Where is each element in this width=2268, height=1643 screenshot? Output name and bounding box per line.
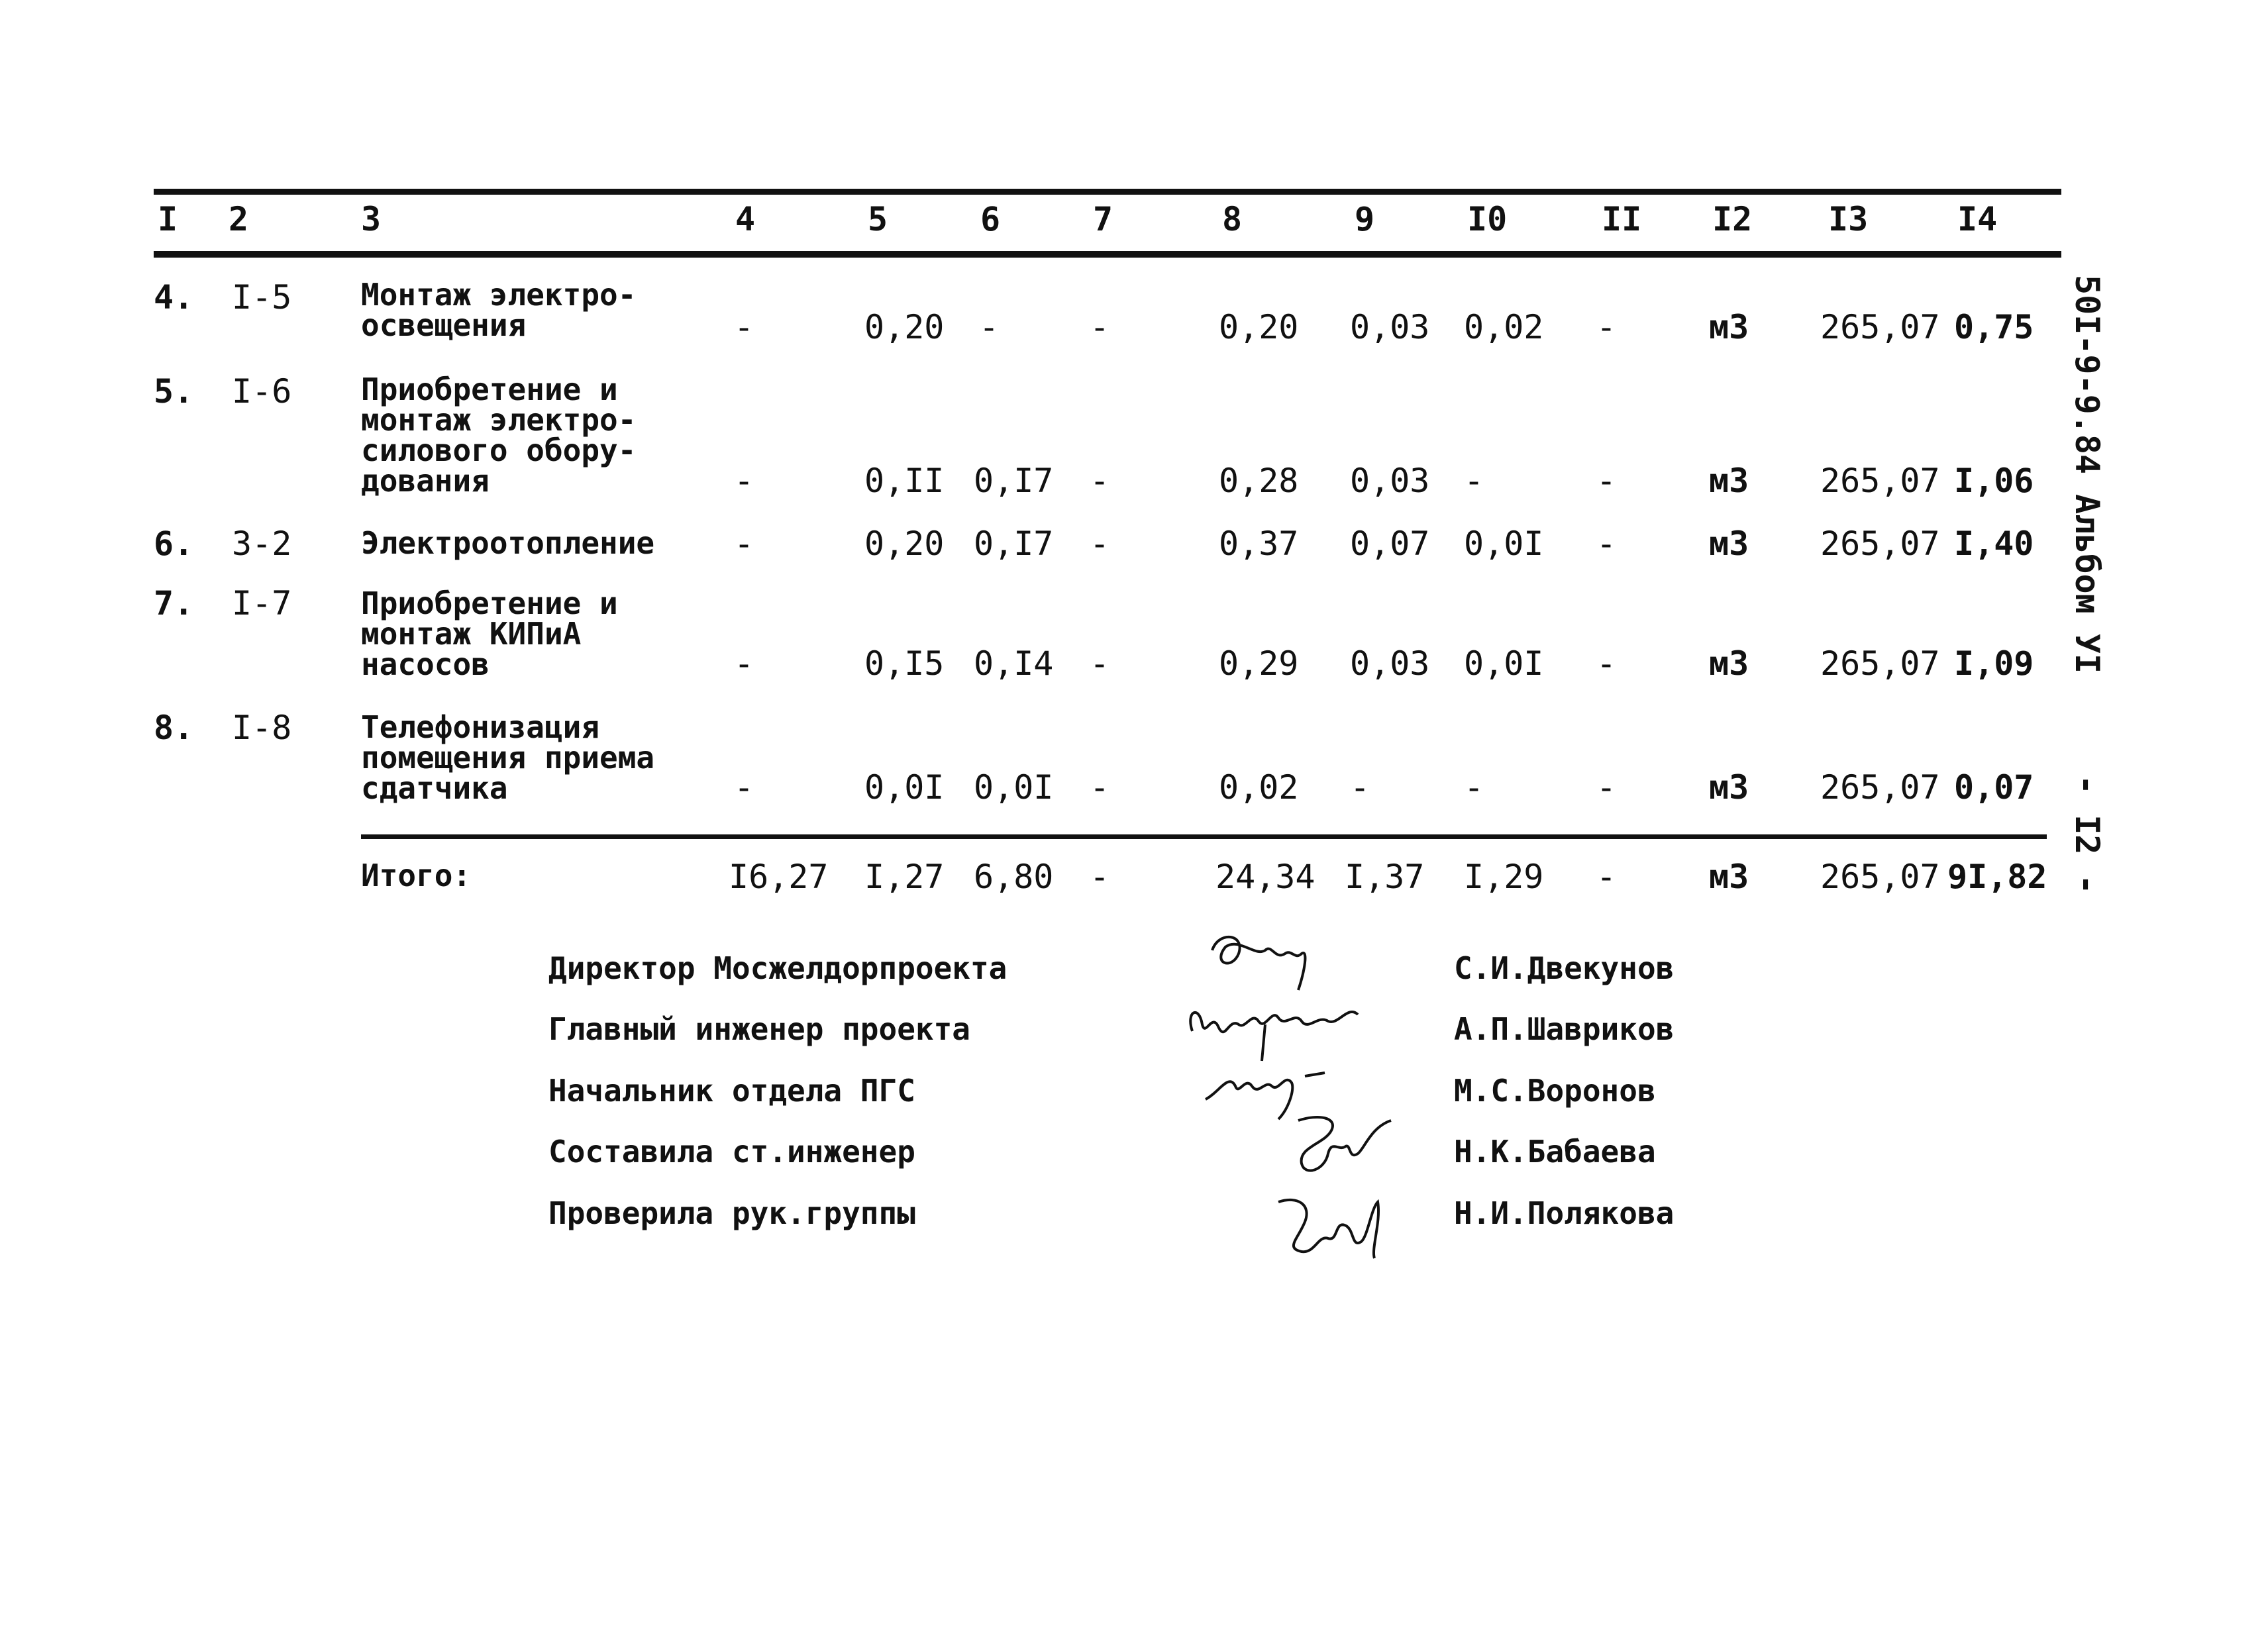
cell-c10: 0,02 [1464, 308, 1544, 346]
signer-name: С.И.Двекунов [1454, 950, 1675, 986]
cell-c6: 0,I7 [974, 524, 1054, 563]
total-c5: I,27 [864, 858, 945, 896]
cell-c10: - [1464, 462, 1484, 500]
header-col-1: I [158, 200, 178, 238]
cell-c14: 0,75 [1954, 308, 2034, 346]
header-col-10: I0 [1467, 200, 1508, 238]
signature-row [0, 1134, 2268, 1173]
signer-role: Составила ст.инженер [548, 1134, 915, 1170]
cell-c5: 0,0I [864, 768, 945, 807]
signature-row [0, 1011, 2268, 1051]
row-number: 7. [154, 584, 194, 622]
row-code: I-5 [232, 278, 292, 317]
cell-c8: 0,20 [1219, 308, 1299, 346]
cell-c4: - [734, 524, 754, 563]
signer-name: Н.К.Бабаева [1454, 1134, 1656, 1170]
signature-row [0, 950, 2268, 990]
cell-c11: - [1596, 308, 1617, 346]
total-c13: 265,07 [1820, 858, 1940, 896]
cell-unit: м3 [1709, 462, 1749, 500]
total-c14: 9I,82 [1947, 858, 2047, 896]
row-code: I-6 [232, 372, 292, 411]
cell-c4: - [734, 308, 754, 346]
cell-c11: - [1596, 768, 1617, 807]
cell-c9: 0,03 [1350, 644, 1430, 683]
signer-role: Начальник отдела ПГС [548, 1073, 915, 1109]
total-c7: - [1090, 858, 1110, 896]
cell-c14: 0,07 [1954, 768, 2034, 807]
row-code: I-7 [232, 584, 292, 622]
cell-c13: 265,07 [1820, 462, 1940, 500]
row-code: 3-2 [232, 524, 292, 563]
table-header-rule [154, 251, 2061, 258]
row-number: 4. [154, 278, 194, 317]
total-c10: I,29 [1464, 858, 1544, 896]
table-top-rule [154, 189, 2061, 195]
cell-c10: 0,0I [1464, 644, 1544, 683]
cell-c9: 0,07 [1350, 524, 1430, 563]
total-unit: м3 [1709, 858, 1749, 896]
header-col-11: II [1602, 200, 1642, 238]
header-col-3: 3 [361, 200, 382, 238]
cell-c5: 0,I5 [864, 644, 945, 683]
album-side-label: 50I-9-9.84 Альбом УI [2068, 275, 2106, 674]
signer-role: Проверила рук.группы [548, 1195, 915, 1231]
cell-c8: 0,28 [1219, 462, 1299, 500]
cell-unit: м3 [1709, 644, 1749, 683]
total-label: Итого: [361, 858, 472, 893]
cell-c7: - [1090, 308, 1110, 346]
cell-c4: - [734, 644, 754, 683]
header-col-9: 9 [1355, 200, 1375, 238]
handwritten-signature [1265, 1182, 1484, 1262]
header-col-8: 8 [1222, 200, 1243, 238]
cell-c11: - [1596, 644, 1617, 683]
cell-c13: 265,07 [1820, 644, 1940, 683]
cell-c4: - [734, 768, 754, 807]
row-work-name: Электроотопление [361, 525, 655, 561]
cell-c6: 0,I7 [974, 462, 1054, 500]
cell-c13: 265,07 [1820, 768, 1940, 807]
cell-c9: 0,03 [1350, 308, 1430, 346]
cell-c5: 0,II [864, 462, 945, 500]
row-code: I-8 [232, 709, 292, 747]
cell-c6: 0,0I [974, 768, 1054, 807]
header-col-4: 4 [735, 200, 756, 238]
row-number: 6. [154, 524, 194, 563]
cell-c8: 0,37 [1219, 524, 1299, 563]
signer-name: М.С.Воронов [1454, 1073, 1656, 1109]
header-col-2: 2 [229, 200, 249, 238]
cell-c8: 0,02 [1219, 768, 1299, 807]
signer-name: Н.И.Полякова [1454, 1195, 1675, 1231]
header-col-6: 6 [980, 200, 1001, 238]
total-c6: 6,80 [974, 858, 1054, 896]
cell-c8: 0,29 [1219, 644, 1299, 683]
total-c4: I6,27 [729, 858, 829, 896]
page-number-side: - I2 - [2068, 775, 2106, 895]
header-col-13: I3 [1828, 200, 1869, 238]
cell-c7: - [1090, 768, 1110, 807]
cell-c10: - [1464, 768, 1484, 807]
total-c11: - [1596, 858, 1617, 896]
row-work-name: Приобретение и монтаж КИПиА насосов [361, 585, 618, 682]
cell-c9: 0,03 [1350, 462, 1430, 500]
cell-c7: - [1090, 462, 1110, 500]
header-col-12: I2 [1712, 200, 1753, 238]
header-col-5: 5 [868, 200, 888, 238]
cell-c7: - [1090, 644, 1110, 683]
cell-c5: 0,20 [864, 524, 945, 563]
cell-c5: 0,20 [864, 308, 945, 346]
cell-c13: 265,07 [1820, 308, 1940, 346]
cell-c4: - [734, 462, 754, 500]
row-work-name: Монтаж электро- освещения [361, 277, 637, 343]
cell-unit: м3 [1709, 308, 1749, 346]
row-number: 5. [154, 372, 194, 411]
signature-row [0, 1073, 2268, 1113]
row-number: 8. [154, 709, 194, 747]
cell-c14: I,40 [1954, 524, 2034, 563]
header-col-7: 7 [1093, 200, 1113, 238]
cell-c10: 0,0I [1464, 524, 1544, 563]
cell-c11: - [1596, 462, 1617, 500]
cell-c13: 265,07 [1820, 524, 1940, 563]
signer-role: Главный инженер проекта [548, 1011, 970, 1047]
total-rule [361, 834, 2047, 839]
total-c9: I,37 [1345, 858, 1425, 896]
signer-role: Директор Мосжелдорпроекта [548, 950, 1007, 986]
cell-c6: - [979, 308, 1000, 346]
row-work-name: Приобретение и монтаж электро- силового обору- дования [361, 372, 637, 499]
signer-name: А.П.Шавриков [1454, 1011, 1675, 1047]
total-c8: 24,34 [1215, 858, 1315, 896]
cell-c9: - [1350, 768, 1370, 807]
header-col-14: I4 [1957, 200, 1998, 238]
signature-row [0, 1195, 2268, 1235]
cell-unit: м3 [1709, 768, 1749, 807]
cell-c14: I,09 [1954, 644, 2034, 683]
cell-unit: м3 [1709, 524, 1749, 563]
cell-c14: I,06 [1954, 462, 2034, 500]
cell-c7: - [1090, 524, 1110, 563]
row-work-name: Телефонизация помещения приема сдатчика [361, 709, 655, 806]
cell-c6: 0,I4 [974, 644, 1054, 683]
cell-c11: - [1596, 524, 1617, 563]
